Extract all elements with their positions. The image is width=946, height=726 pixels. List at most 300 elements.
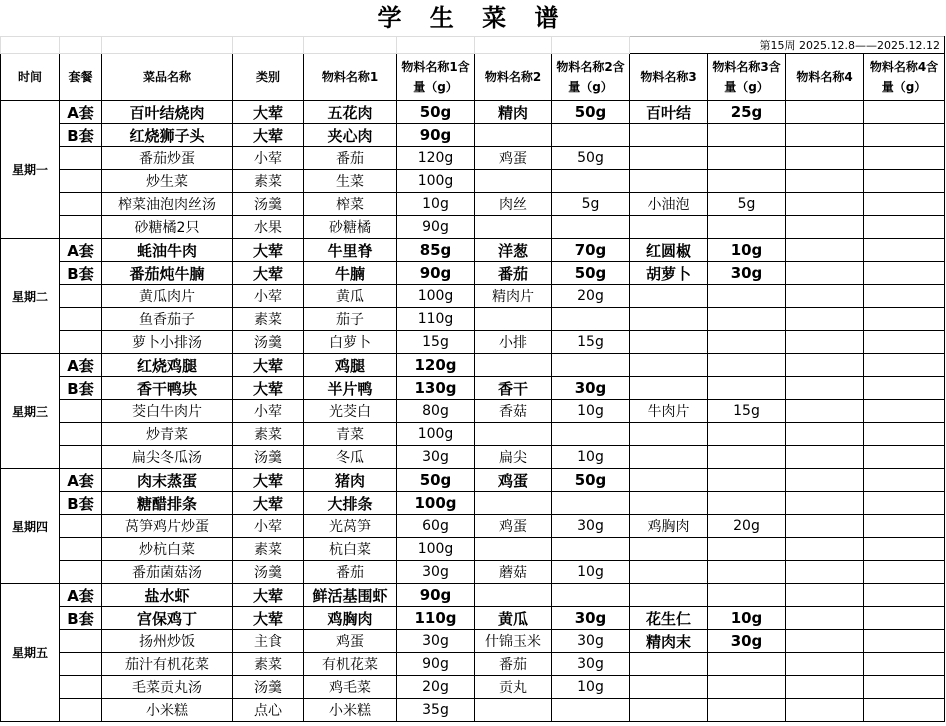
table-row [1,469,945,492]
cell-combo: B套 [60,377,102,400]
cell-dish-name: 茄汁有机花菜 [102,653,233,676]
cell-ingredient-4 [786,653,864,676]
cell-combo: B套 [60,262,102,285]
cell-dish-name: 盐水虾 [102,584,233,607]
cell-amount-3 [708,354,786,377]
cell-ingredient-4 [786,699,864,722]
cell-category: 小荤 [233,515,304,538]
header-ingredient-1: 物料名称1 [304,54,397,101]
cell-amount-3: 10g [708,239,786,262]
cell-amount-2: 10g [552,676,630,699]
header-ingredient-4: 物料名称4 [786,54,864,101]
cell-amount-1: 35g [397,699,475,722]
cell-combo [60,676,102,699]
cell-dish-name: 炒杭白菜 [102,538,233,561]
cell-amount-3 [708,285,786,308]
cell-category: 小荤 [233,285,304,308]
cell-amount-1: 90g [397,216,475,239]
header-dish-name: 菜品名称 [102,54,233,101]
cell-ingredient-4 [786,584,864,607]
cell-amount-4 [864,607,945,630]
cell-ingredient-2 [475,423,552,446]
cell-amount-3: 30g [708,630,786,653]
cell-ingredient-1: 大排条 [304,492,397,515]
cell-ingredient-4 [786,101,864,124]
cell-ingredient-2 [475,699,552,722]
cell-ingredient-1: 半片鸭 [304,377,397,400]
table-row [1,630,945,653]
table-row [1,124,945,147]
cell-amount-3 [708,216,786,239]
header-amount-3: 物料名称3含量（g） [708,54,786,101]
cell-ingredient-2 [475,170,552,193]
cell-amount-4 [864,676,945,699]
cell-amount-4 [864,538,945,561]
cell-amount-3 [708,676,786,699]
table-row [1,170,945,193]
cell-ingredient-3: 精肉末 [630,630,708,653]
table-row [1,193,945,216]
cell-amount-1: 100g [397,423,475,446]
cell-amount-4 [864,331,945,354]
cell-amount-4 [864,216,945,239]
cell-amount-4 [864,515,945,538]
cell-category: 大荤 [233,124,304,147]
cell-ingredient-1: 榨菜 [304,193,397,216]
cell-amount-1: 60g [397,515,475,538]
cell-amount-4 [864,170,945,193]
cell-ingredient-1: 光茭白 [304,400,397,423]
cell-amount-3 [708,331,786,354]
cell-ingredient-1: 青菜 [304,423,397,446]
cell-dish-name: 萝卜小排汤 [102,331,233,354]
cell-combo: B套 [60,124,102,147]
cell-dish-name: 砂糖橘2只 [102,216,233,239]
cell-amount-3 [708,446,786,469]
cell-amount-2: 30g [552,377,630,400]
header-amount-4: 物料名称4含量（g） [864,54,945,101]
cell-category: 水果 [233,216,304,239]
cell-combo: A套 [60,354,102,377]
cell-amount-2 [552,216,630,239]
table-row [1,653,945,676]
cell-amount-3 [708,423,786,446]
cell-ingredient-4 [786,285,864,308]
cell-amount-3: 20g [708,515,786,538]
table-row [1,423,945,446]
cell-ingredient-3 [630,285,708,308]
cell-amount-4 [864,561,945,584]
cell-ingredient-3 [630,699,708,722]
week-info: 第15周 2025.12.8——2025.12.12 [630,37,945,54]
cell-amount-1: 50g [397,469,475,492]
cell-ingredient-3 [630,354,708,377]
cell-dish-name: 百叶结烧肉 [102,101,233,124]
cell-amount-1: 100g [397,492,475,515]
cell-ingredient-1: 五花肉 [304,101,397,124]
cell-ingredient-1: 鲜活基围虾 [304,584,397,607]
cell-ingredient-4 [786,446,864,469]
cell-ingredient-4 [786,193,864,216]
table-row [1,101,945,124]
cell-dish-name: 红烧狮子头 [102,124,233,147]
cell-ingredient-1: 光莴笋 [304,515,397,538]
cell-dish-name: 毛菜贡丸汤 [102,676,233,699]
cell-combo [60,515,102,538]
day-label: 星期一 [1,101,60,239]
cell-category: 素菜 [233,170,304,193]
cell-ingredient-3: 百叶结 [630,101,708,124]
cell-amount-2 [552,492,630,515]
day-label: 星期四 [1,469,60,584]
table-row [1,676,945,699]
cell-amount-1: 100g [397,170,475,193]
cell-ingredient-2: 贡丸 [475,676,552,699]
cell-amount-4 [864,699,945,722]
cell-dish-name: 炒青菜 [102,423,233,446]
cell-dish-name: 肉末蒸蛋 [102,469,233,492]
cell-category: 大荤 [233,101,304,124]
cell-ingredient-4 [786,492,864,515]
cell-combo [60,193,102,216]
cell-dish-name: 宫保鸡丁 [102,607,233,630]
table-row [1,515,945,538]
cell-dish-name: 红烧鸡腿 [102,354,233,377]
cell-ingredient-3 [630,170,708,193]
cell-combo [60,423,102,446]
cell-amount-1: 110g [397,607,475,630]
cell-amount-4 [864,101,945,124]
cell-ingredient-3 [630,331,708,354]
cell-ingredient-2: 鸡蛋 [475,469,552,492]
cell-ingredient-3 [630,446,708,469]
cell-amount-3 [708,377,786,400]
cell-amount-2 [552,308,630,331]
cell-combo: B套 [60,607,102,630]
cell-category: 大荤 [233,354,304,377]
cell-ingredient-1: 白萝卜 [304,331,397,354]
cell-amount-1: 15g [397,331,475,354]
cell-ingredient-4 [786,676,864,699]
cell-ingredient-4 [786,124,864,147]
table-row [1,216,945,239]
cell-amount-1: 90g [397,124,475,147]
cell-amount-3 [708,170,786,193]
cell-ingredient-1: 小米糕 [304,699,397,722]
cell-amount-3 [708,124,786,147]
table-row [1,331,945,354]
cell-ingredient-2: 黄瓜 [475,607,552,630]
cell-ingredient-3 [630,538,708,561]
cell-amount-4 [864,193,945,216]
cell-amount-2: 50g [552,262,630,285]
cell-category: 汤羹 [233,331,304,354]
cell-category: 小荤 [233,147,304,170]
cell-amount-4 [864,446,945,469]
cell-dish-name: 榨菜油泡肉丝汤 [102,193,233,216]
cell-amount-3: 25g [708,101,786,124]
cell-combo [60,331,102,354]
cell-amount-3: 30g [708,262,786,285]
cell-ingredient-3: 红圆椒 [630,239,708,262]
cell-ingredient-3 [630,492,708,515]
cell-ingredient-2 [475,124,552,147]
cell-category: 大荤 [233,377,304,400]
cell-amount-4 [864,124,945,147]
cell-ingredient-3 [630,584,708,607]
cell-amount-3: 10g [708,607,786,630]
cell-combo [60,538,102,561]
cell-dish-name: 番茄炖牛腩 [102,262,233,285]
header-ingredient-3: 物料名称3 [630,54,708,101]
cell-amount-4 [864,147,945,170]
cell-ingredient-3 [630,561,708,584]
cell-ingredient-2: 鸡蛋 [475,147,552,170]
cell-combo [60,446,102,469]
cell-amount-3 [708,653,786,676]
cell-ingredient-4 [786,630,864,653]
cell-dish-name: 鱼香茄子 [102,308,233,331]
cell-ingredient-4 [786,423,864,446]
cell-amount-4 [864,492,945,515]
cell-amount-2: 20g [552,285,630,308]
header-row [1,54,945,101]
cell-amount-3 [708,492,786,515]
day-label: 星期五 [1,584,60,722]
cell-ingredient-3 [630,216,708,239]
table-row [1,285,945,308]
cell-amount-2: 50g [552,101,630,124]
cell-ingredient-2 [475,492,552,515]
cell-ingredient-2: 什锦玉米 [475,630,552,653]
cell-amount-1: 100g [397,285,475,308]
cell-amount-3 [708,538,786,561]
cell-ingredient-3: 鸡胸肉 [630,515,708,538]
cell-ingredient-4 [786,262,864,285]
cell-ingredient-4 [786,147,864,170]
cell-ingredient-1: 夹心肉 [304,124,397,147]
cell-category: 大荤 [233,239,304,262]
cell-amount-2: 30g [552,630,630,653]
table-row [1,699,945,722]
cell-ingredient-1: 杭白菜 [304,538,397,561]
cell-amount-1: 90g [397,262,475,285]
cell-ingredient-3 [630,653,708,676]
cell-amount-2 [552,584,630,607]
cell-ingredient-1: 鸡腿 [304,354,397,377]
cell-category: 大荤 [233,262,304,285]
cell-dish-name: 炒生菜 [102,170,233,193]
cell-ingredient-4 [786,515,864,538]
header-ingredient-2: 物料名称2 [475,54,552,101]
cell-ingredient-2: 番茄 [475,262,552,285]
cell-category: 小荤 [233,400,304,423]
cell-category: 素菜 [233,538,304,561]
cell-ingredient-4 [786,400,864,423]
cell-ingredient-4 [786,331,864,354]
cell-amount-4 [864,469,945,492]
cell-ingredient-2: 精肉 [475,101,552,124]
table-row [1,147,945,170]
cell-ingredient-2 [475,354,552,377]
cell-amount-3 [708,308,786,331]
table-row [1,262,945,285]
cell-amount-3: 15g [708,400,786,423]
cell-category: 汤羹 [233,676,304,699]
cell-amount-1: 10g [397,193,475,216]
cell-ingredient-1: 黄瓜 [304,285,397,308]
cell-ingredient-2 [475,216,552,239]
cell-ingredient-4 [786,469,864,492]
week-info-row [1,37,945,54]
table-row [1,584,945,607]
cell-ingredient-2: 香干 [475,377,552,400]
cell-category: 点心 [233,699,304,722]
cell-ingredient-1: 番茄 [304,561,397,584]
cell-category: 素菜 [233,423,304,446]
cell-category: 大荤 [233,584,304,607]
cell-amount-3: 5g [708,193,786,216]
cell-amount-2: 5g [552,193,630,216]
cell-ingredient-3 [630,124,708,147]
table-row [1,377,945,400]
cell-amount-2 [552,170,630,193]
cell-category: 大荤 [233,492,304,515]
cell-amount-2: 50g [552,147,630,170]
cell-amount-4 [864,354,945,377]
cell-dish-name: 蚝油牛肉 [102,239,233,262]
cell-amount-1: 90g [397,653,475,676]
cell-amount-1: 120g [397,147,475,170]
cell-ingredient-3 [630,469,708,492]
cell-ingredient-3 [630,147,708,170]
cell-amount-4 [864,285,945,308]
cell-amount-2: 50g [552,469,630,492]
cell-amount-4 [864,262,945,285]
cell-dish-name: 扬州炒饭 [102,630,233,653]
cell-amount-4 [864,239,945,262]
cell-category: 素菜 [233,308,304,331]
cell-amount-1: 100g [397,538,475,561]
cell-combo [60,561,102,584]
cell-dish-name: 番茄炒蛋 [102,147,233,170]
cell-dish-name: 糖醋排条 [102,492,233,515]
cell-ingredient-2: 番茄 [475,653,552,676]
cell-ingredient-4 [786,354,864,377]
cell-amount-3 [708,147,786,170]
cell-ingredient-1: 牛腩 [304,262,397,285]
cell-amount-3 [708,561,786,584]
cell-ingredient-4 [786,216,864,239]
cell-ingredient-4 [786,538,864,561]
cell-combo: A套 [60,584,102,607]
cell-amount-2 [552,423,630,446]
cell-ingredient-2: 鸡蛋 [475,515,552,538]
cell-category: 素菜 [233,653,304,676]
cell-amount-4 [864,377,945,400]
cell-amount-2: 30g [552,653,630,676]
cell-amount-2: 30g [552,515,630,538]
cell-amount-1: 90g [397,584,475,607]
cell-amount-4 [864,584,945,607]
cell-ingredient-4 [786,170,864,193]
cell-ingredient-1: 茄子 [304,308,397,331]
cell-amount-2: 10g [552,561,630,584]
cell-ingredient-3: 花生仁 [630,607,708,630]
cell-combo [60,216,102,239]
cell-amount-1: 80g [397,400,475,423]
cell-amount-2 [552,124,630,147]
cell-amount-2: 10g [552,446,630,469]
cell-ingredient-4 [786,561,864,584]
cell-category: 汤羹 [233,561,304,584]
cell-combo [60,400,102,423]
cell-ingredient-2: 蘑菇 [475,561,552,584]
cell-dish-name: 番茄菌菇汤 [102,561,233,584]
cell-amount-1: 85g [397,239,475,262]
day-label: 星期三 [1,354,60,469]
table-row [1,607,945,630]
header-amount-1: 物料名称1含量（g） [397,54,475,101]
cell-combo: A套 [60,469,102,492]
cell-amount-4 [864,423,945,446]
table-row [1,492,945,515]
cell-amount-1: 30g [397,446,475,469]
cell-ingredient-1: 生菜 [304,170,397,193]
cell-dish-name: 香干鸭块 [102,377,233,400]
cell-ingredient-1: 牛里脊 [304,239,397,262]
cell-ingredient-3 [630,308,708,331]
cell-amount-2 [552,699,630,722]
cell-amount-3 [708,469,786,492]
cell-amount-1: 30g [397,561,475,584]
cell-dish-name: 茭白牛肉片 [102,400,233,423]
cell-amount-1: 130g [397,377,475,400]
cell-ingredient-4 [786,377,864,400]
cell-amount-1: 50g [397,101,475,124]
cell-amount-4 [864,630,945,653]
cell-ingredient-3 [630,676,708,699]
cell-ingredient-1: 有机花菜 [304,653,397,676]
cell-ingredient-3 [630,377,708,400]
cell-dish-name: 黄瓜肉片 [102,285,233,308]
header-time: 时间 [1,54,60,101]
cell-combo [60,147,102,170]
cell-ingredient-1: 番茄 [304,147,397,170]
cell-amount-4 [864,653,945,676]
day-label: 星期二 [1,239,60,354]
cell-ingredient-2 [475,538,552,561]
cell-ingredient-3: 牛肉片 [630,400,708,423]
table-row [1,561,945,584]
cell-ingredient-2: 香菇 [475,400,552,423]
cell-ingredient-1: 砂糖橘 [304,216,397,239]
cell-amount-2: 10g [552,400,630,423]
cell-ingredient-2: 肉丝 [475,193,552,216]
cell-dish-name: 小米糕 [102,699,233,722]
cell-ingredient-2: 扁尖 [475,446,552,469]
cell-ingredient-4 [786,308,864,331]
cell-amount-4 [864,308,945,331]
cell-category: 大荤 [233,469,304,492]
cell-ingredient-1: 鸡胸肉 [304,607,397,630]
cell-combo: A套 [60,101,102,124]
cell-combo [60,170,102,193]
cell-dish-name: 扁尖冬瓜汤 [102,446,233,469]
header-combo: 套餐 [60,54,102,101]
cell-amount-3 [708,584,786,607]
cell-ingredient-2: 小排 [475,331,552,354]
